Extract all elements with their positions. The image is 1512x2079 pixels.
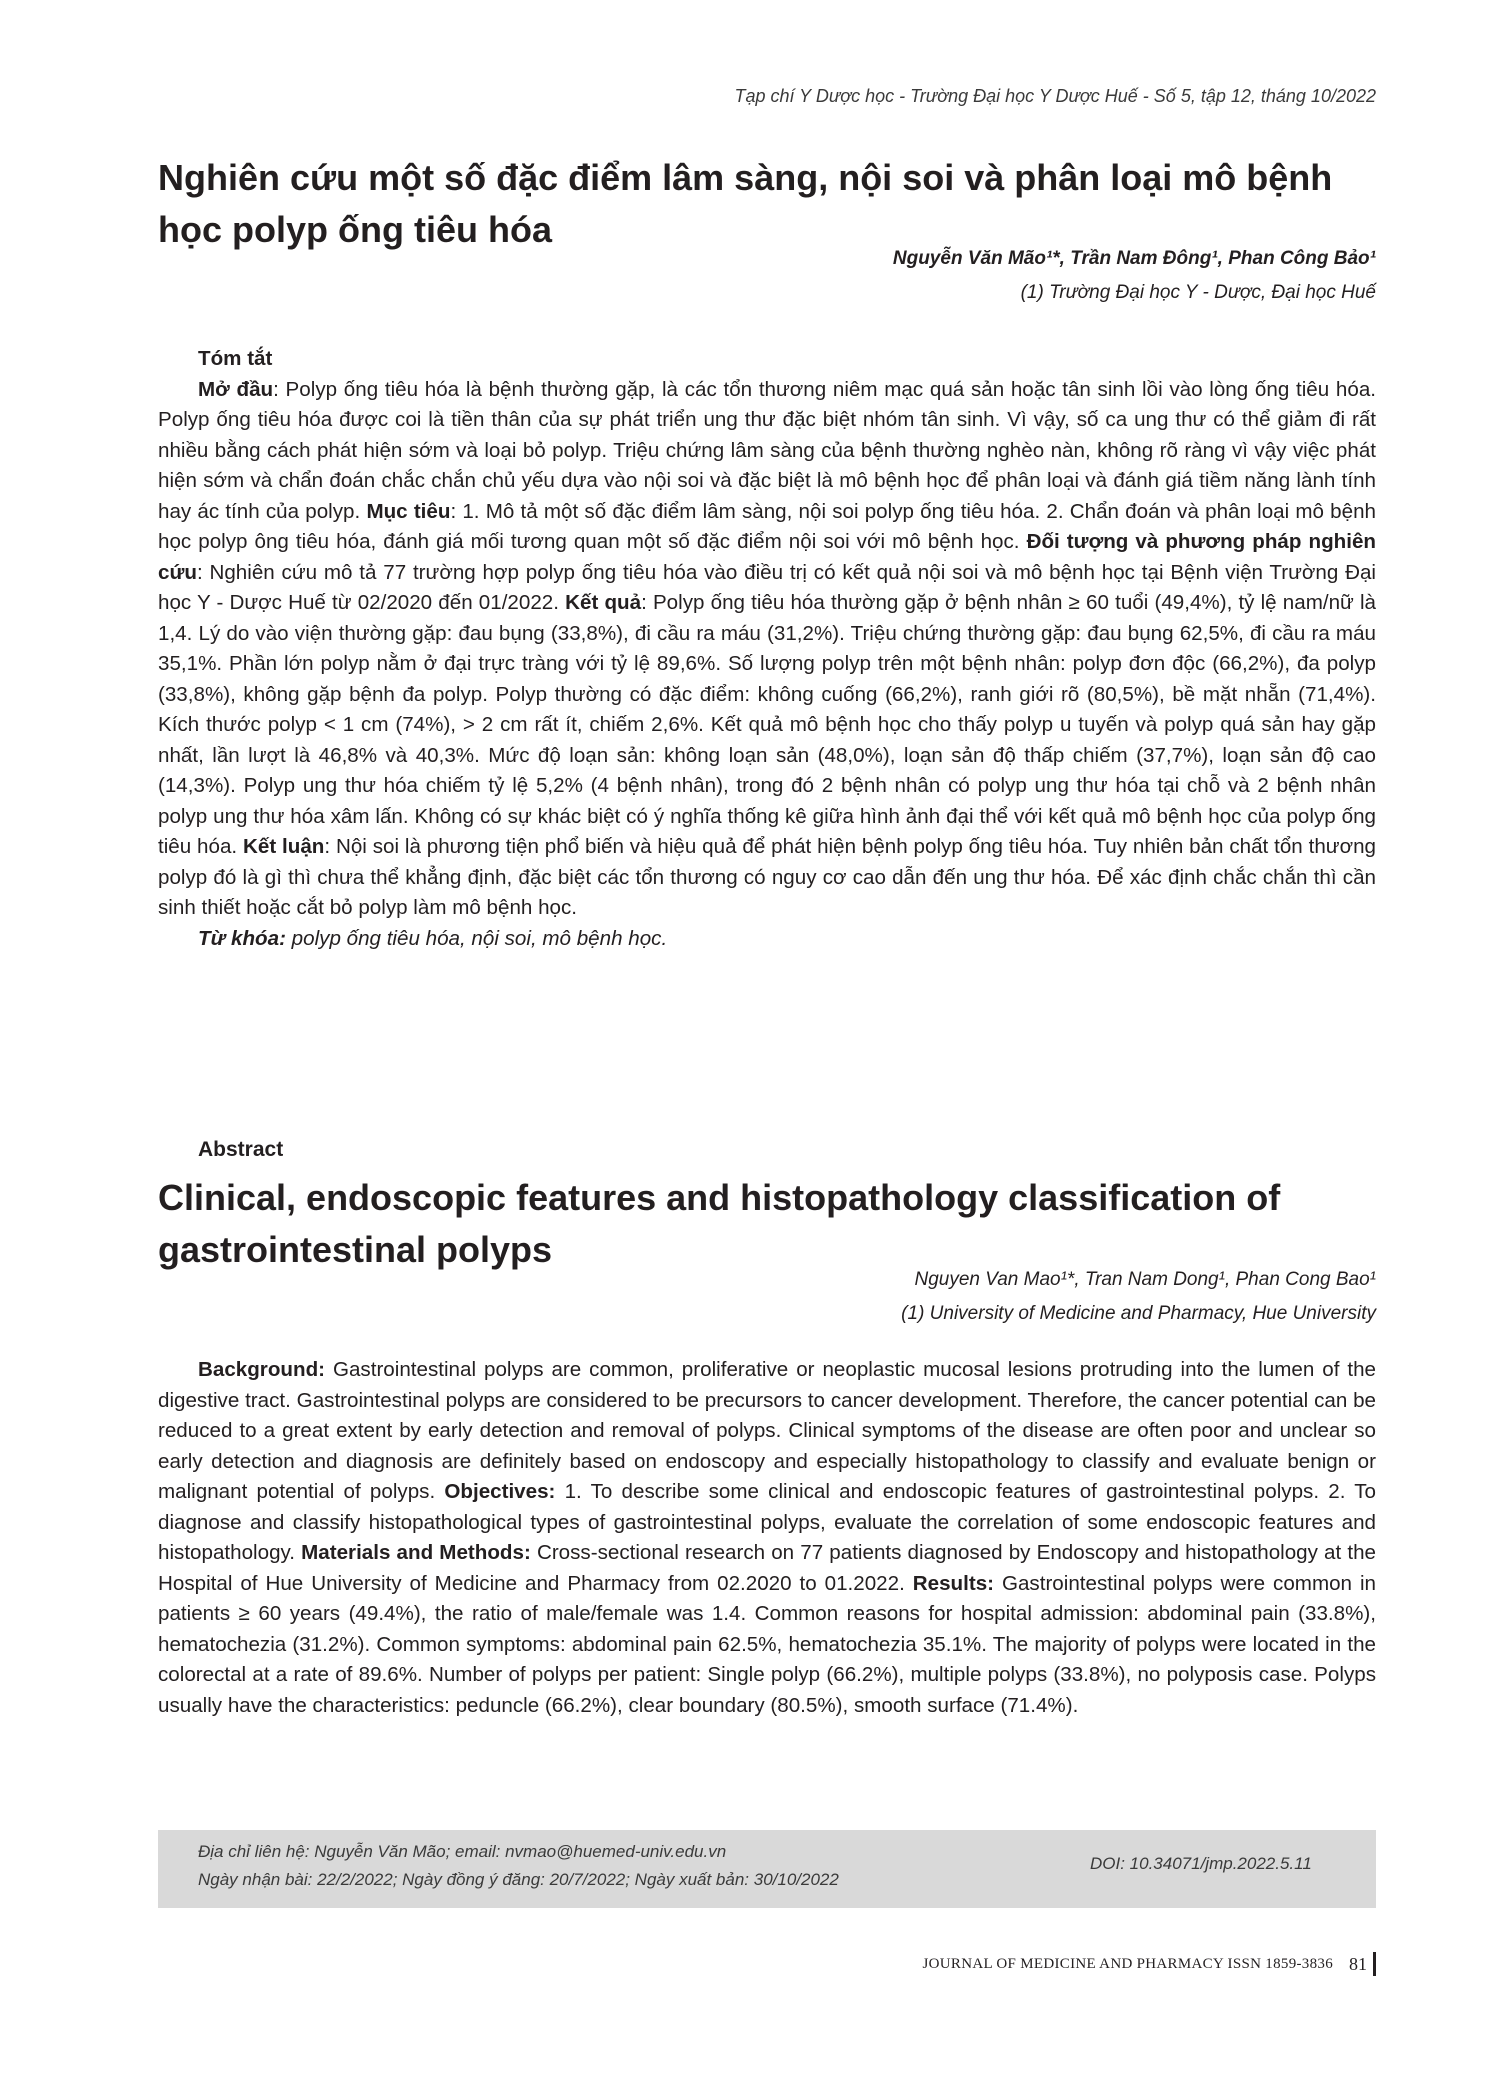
journal-header: Tạp chí Y Dược học - Trường Đại học Y Dược Huế - Số 5, tập 12, tháng 10/2022 bbox=[734, 86, 1376, 106]
article-title-en: Clinical, endoscopic features and histopathology classification of gastrointestinal polyps bbox=[158, 1177, 1281, 1270]
label-methods: Đối tượng và phương pháp nghiên cứu bbox=[158, 530, 1376, 584]
contact-box bbox=[158, 1830, 1376, 1908]
text-methods: : Nghiên cứu mô tả 77 trường hợp polyp ống tiêu hóa vào điều trị có kết quả nội soi và mô bệnh học tại Bệnh viện Trường Đại học Y - Dược Huế từ 02/2020 đến 01/2022. bbox=[158, 560, 1376, 614]
label-objectives-en: Objectives: bbox=[444, 1480, 556, 1503]
label-conclusion: Kết luận bbox=[243, 835, 325, 858]
article-title-vi: Nghiên cứu một số đặc điểm lâm sàng, nội soi và phân loại mô bệnh học polyp ống tiêu hóa bbox=[158, 157, 1333, 250]
label-intro: Mở đầu bbox=[198, 377, 274, 401]
summary-paragraph bbox=[158, 375, 1376, 924]
text-intro: : Polyp ống tiêu hóa là bệnh thường gặp, là các tổn thương niêm mạc quá sản hoặc tân sinh lồi vào lòng ống tiêu hóa. Polyp ống tiêu hóa được coi là tiền thân của sự phát triển ung thư đặc biệt nhóm tân sinh. Vì vậy, số ca ung thư có thể giảm đi rất nhiều bằng cách phát hiện sớm và loại bỏ polyp. Triệu chứng lâm sàng của bệnh thường nghèo nàn, không rõ ràng vì vậy việc phát hiện sớm và chẩn đoán chắc chắn chủ yếu dựa vào nội soi và đặc biệt là mô bệnh học để phân loại và đánh giá tiềm năng lành tính hay ác tính của polyp. bbox=[158, 377, 1376, 523]
text-objectives: : 1. Mô tả một số đặc điểm lâm sàng, nội soi polyp ống tiêu hóa. 2. Chẩn đoán và phân loại mô bệnh học polyp ông tiêu hóa, đánh giá mối tương quan một số đặc điểm nội soi với mô bệnh học. bbox=[158, 499, 1376, 553]
text-results: : Polyp ống tiêu hóa thường gặp ở bệnh nhân ≥ 60 tuổi (49,4%), tỷ lệ nam/nữ là 1,4. Lý do vào viện thường gặp: đau bụng (33,8%), đi cầu ra máu (31,2%). Triệu chứng thường gặp: đau bụng 62,5%, đi cầu ra máu 35,1%. Phần lớn polyp nằm ở đại trực tràng với tỷ lệ 89,6%. Số lượng polyp trên một bệnh nhân: polyp đơn độc (66,2%), đa polyp (33,8%), không gặp bệnh đa polyp. Polyp thường có đặc điểm: không cuống (66,2%), ranh giới rõ (80,5%), bề mặt nhẵn (71,4%). Kích thước polyp < 1 cm (74%), > 2 cm rất ít, chiếm 2,6%. Kết quả mô bệnh học cho thấy polyp u tuyến và polyp quá sản hay gặp nhất, lần lượt là 46,8% và 40,3%. Mức độ loạn sản: không loạn sản (48,0%), loạn sản độ thấp chiếm (37,7%), loạn sản độ cao (14,3%). Polyp ung thư hóa chiếm tỷ lệ 5,2% (4 bệnh nhân), trong đó 2 bệnh nhân có polyp ung thư hóa tại chỗ và 2 bệnh nhân polyp ung thư hóa xâm lấn. Không có sự khác biệt có ý nghĩa thống kê giữa hình ảnh đại thể với kết quả mô bệnh học của polyp ống tiêu hóa. bbox=[158, 591, 1376, 858]
footer-journal-name: JOURNAL OF MEDICINE AND PHARMACY ISSN 1859-3836 bbox=[922, 1955, 1333, 1972]
authors-vi: Nguyễn Văn Mão¹*, Trần Nam Đông¹, Phan Công Bảo¹ bbox=[892, 248, 1376, 269]
text-objectives-en: 1. To describe some clinical and endoscopic features of gastrointestinal polyps. 2. To diagnose and classify histopathological types of gastrointestinal polyps, evaluate the correlation of some endoscopic features and histopathology. bbox=[158, 1480, 1376, 1564]
abstract-heading: Abstract bbox=[198, 1138, 284, 1161]
keywords-vi bbox=[158, 924, 1376, 955]
label-keywords: Từ khóa: bbox=[198, 926, 286, 950]
summary-heading: Tóm tắt bbox=[198, 347, 273, 370]
label-objectives: Mục tiêu bbox=[366, 499, 451, 523]
page-number: 81 bbox=[1349, 1953, 1367, 1974]
label-background: Background: bbox=[198, 1358, 326, 1381]
page-footer bbox=[922, 1952, 1376, 1976]
text-background: Gastrointestinal polyps are common, proliferative or neoplastic mucosal lesions protruding into the lumen of the digestive tract. Gastrointestinal polyps are considered to be precursors to cancer development. Therefore, the cancer potential can be reduced to a great extent by early detection and removal of polyps. Clinical symptoms of the disease are often poor and unclear so early detection and diagnosis are definitely based on endoscopy and especially histopathology to classify and evaluate benign or malignant potential of polyps. bbox=[158, 1358, 1376, 1503]
abstract-en bbox=[158, 1355, 1376, 1721]
label-results: Kết quả bbox=[565, 591, 642, 614]
authors-en: Nguyen Van Mao¹*, Tran Nam Dong¹, Phan Cong Bao¹ bbox=[914, 1269, 1376, 1290]
label-methods-en: Materials and Methods: bbox=[301, 1541, 531, 1564]
text-methods-en: Cross-sectional research on 77 patients diagnosed by Endoscopy and histopathology at the Hospital of Hue University of Medicine and Pharmacy from 02.2020 to 01.2022. bbox=[158, 1541, 1376, 1595]
contact-address: Địa chỉ liên hệ: Nguyễn Văn Mão; email: nvmao@huemed-univ.edu.vn bbox=[198, 1842, 727, 1861]
text-conclusion: : Nội soi là phương tiện phổ biến và hiệu quả để phát hiện bệnh polyp ống tiêu hóa. Tuy nhiên bản chất tổn thương polyp đó là gì thì chưa thể khẳng định, đặc biệt các tổn thương có nguy cơ cao dẫn đến ung thư hóa. Để xác định chắc chắn thì cần sinh thiết hoặc cắt bỏ polyp làm mô bệnh học. bbox=[158, 835, 1376, 919]
text-keywords: polyp ống tiêu hóa, nội soi, mô bệnh học. bbox=[285, 926, 668, 950]
footer-bar bbox=[1373, 1952, 1376, 1976]
label-results-en: Results: bbox=[912, 1571, 994, 1595]
abstract-paragraph bbox=[158, 1355, 1376, 1721]
doi-label: DOI: 10.34071/jmp.2022.5.11 bbox=[1090, 1854, 1312, 1873]
summary-vi bbox=[158, 344, 1376, 954]
affiliation-vi: (1) Trường Đại học Y - Dược, Đại học Huế bbox=[1020, 282, 1376, 303]
affiliation-en: (1) University of Medicine and Pharmacy, Hue University bbox=[901, 1303, 1376, 1324]
text-results-en: Gastrointestinal polyps were common in patients ≥ 60 years (49.4%), the ratio of male/female was 1.4. Common reasons for hospital admission: abdominal pain (33.8%), hematochezia (31.2%). Common symptoms: abdominal pain 62.5%, hematochezia 35.1%. The majority of polyps were located in the colorectal at a rate of 89.6%. Number of polyps per patient: Single polyp (66.2%), multiple polyps (33.8%), no polyposis case. Polyps usually have the characteristics: peduncle (66.2%), clear boundary (80.5%), smooth surface (71.4%). bbox=[158, 1571, 1376, 1717]
contact-dates: Ngày nhận bài: 22/2/2022; Ngày đồng ý đăng: 20/7/2022; Ngày xuất bản: 30/10/2022 bbox=[198, 1870, 839, 1889]
